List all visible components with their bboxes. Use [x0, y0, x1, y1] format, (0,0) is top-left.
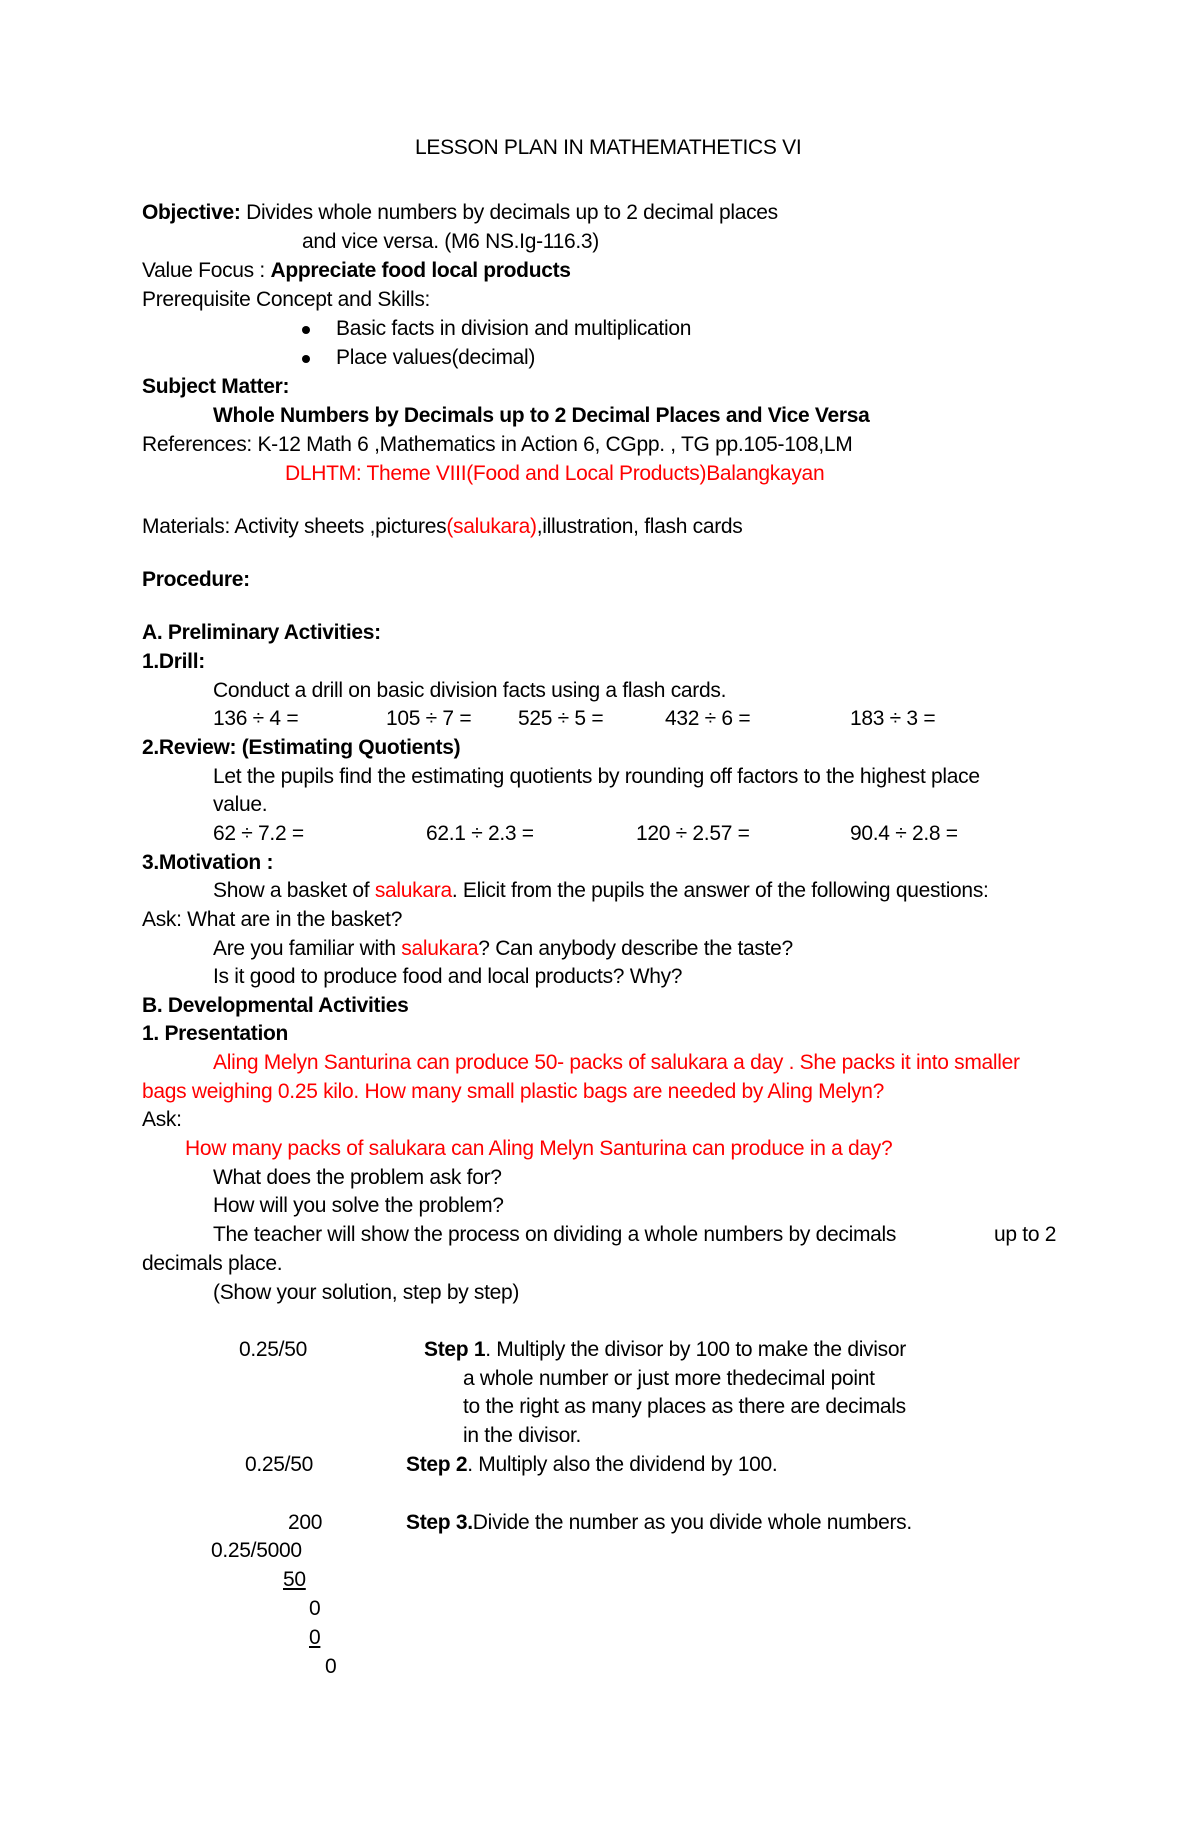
developmental-heading: B. Developmental Activities — [142, 994, 409, 1017]
materials-text-end: ,illustration, flash cards — [536, 515, 743, 538]
materials-salukara: (salukara) — [446, 515, 537, 538]
step-1-text-4: in the divisor. — [463, 1424, 582, 1447]
division-work: 0 — [325, 1655, 337, 1678]
prerequisite-item: Basic facts in division and multiplication — [336, 317, 692, 340]
division-expression: 0.25/50 — [245, 1453, 313, 1476]
review-item: 120 ÷ 2.57 = — [636, 822, 750, 845]
review-text: Let the pupils find the estimating quotients by rounding off factors to the highest place — [213, 765, 980, 788]
value-focus-text: Appreciate food local products — [270, 259, 571, 282]
step-2-label: Step 2 — [406, 1453, 468, 1476]
motivation-question-end: ? Can anybody describe the taste? — [478, 937, 793, 960]
developmental-question-3: How will you solve the problem? — [213, 1194, 504, 1217]
dlhtm-reference: DLHTM: Theme VIII(Food and Local Products)Balangkayan — [285, 462, 825, 485]
value-focus — [142, 258, 571, 284]
show-solution-text: (Show your solution, step by step) — [213, 1281, 520, 1304]
step-3-text: Divide the number as you divide whole numbers. — [472, 1511, 912, 1534]
review-item: 62 ÷ 7.2 = — [213, 822, 304, 845]
objective-text-2: and vice versa. (M6 NS.Ig-116.3) — [302, 230, 599, 253]
preliminary-heading: A. Preliminary Activities: — [142, 621, 381, 644]
division-work: 50 — [283, 1568, 306, 1591]
motivation-ask: Ask: What are in the basket? — [142, 908, 403, 931]
objective-label: Objective: — [142, 201, 241, 224]
drill-text: Conduct a drill on basic division facts using a flash cards. — [213, 679, 727, 702]
motivation-salukara: salukara — [374, 879, 452, 902]
drill-item: 136 ÷ 4 = — [213, 707, 299, 730]
developmental-question-red: How many packs of salukara can Aling Melyn Santurina can produce in a day? — [185, 1137, 893, 1160]
subject-matter-topic: Whole Numbers by Decimals up to 2 Decimal Places and Vice Versa — [213, 404, 870, 427]
motivation-text — [213, 878, 989, 904]
presentation-heading: 1. Presentation — [142, 1022, 289, 1045]
step-1-text-3: to the right as many places as there are decimals — [463, 1395, 906, 1418]
teacher-process-tail: up to 2 — [994, 1223, 1057, 1246]
quotient: 200 — [288, 1511, 323, 1534]
motivation-text-start: Show a basket of — [213, 879, 375, 902]
step-2-text: . Multiply also the dividend by 100. — [467, 1453, 778, 1476]
motivation-question-salukara: salukara — [401, 937, 479, 960]
value-focus-label: Value Focus : — [142, 259, 271, 282]
step-3-label: Step 3. — [406, 1511, 473, 1534]
problem-text: Aling Melyn Santurina can produce 50- packs of salukara a day . She packs it into smaller — [213, 1051, 1020, 1074]
review-item: 62.1 ÷ 2.3 = — [426, 822, 534, 845]
prerequisite-item: Place values(decimal) — [336, 346, 536, 369]
drill-item: 432 ÷ 6 = — [665, 707, 751, 730]
prerequisite-label: Prerequisite Concept and Skills: — [142, 288, 431, 311]
review-text-2: value. — [213, 793, 268, 816]
bullet-icon — [302, 326, 310, 334]
developmental-question-2: What does the problem ask for? — [213, 1166, 502, 1189]
review-item: 90.4 ÷ 2.8 = — [850, 822, 958, 845]
motivation-question-start: Are you familiar with — [213, 937, 402, 960]
bullet-icon — [302, 355, 310, 363]
objective-text: Divides whole numbers by decimals up to 2 decimal places — [240, 201, 778, 224]
subject-matter-label: Subject Matter: — [142, 375, 290, 398]
step-3 — [406, 1510, 912, 1536]
problem-text-2: bags weighing 0.25 kilo. How many small plastic bags are needed by Aling Melyn? — [142, 1080, 885, 1103]
motivation-question — [213, 936, 793, 962]
step-1-text-2: a whole number or just more thedecimal point — [463, 1367, 875, 1390]
step-1-text: . Multiply the divisor by 100 to make the divisor — [485, 1338, 906, 1361]
drill-item: 183 ÷ 3 = — [850, 707, 936, 730]
developmental-ask: Ask: — [142, 1108, 182, 1131]
step-2 — [406, 1452, 777, 1478]
drill-item: 105 ÷ 7 = — [386, 707, 472, 730]
division-work: 0 — [309, 1597, 321, 1620]
drill-heading: 1.Drill: — [142, 650, 205, 673]
motivation-heading: 3.Motivation : — [142, 851, 274, 874]
references: References: K-12 Math 6 ,Mathematics in Action 6, CGpp. , TG pp.105-108,LM — [142, 433, 853, 456]
drill-item: 525 ÷ 5 = — [518, 707, 604, 730]
step-1-label: Step 1 — [424, 1338, 486, 1361]
review-heading: 2.Review: (Estimating Quotients) — [142, 736, 461, 759]
objective — [142, 200, 778, 226]
teacher-process-text: The teacher will show the process on dividing a whole numbers by decimals — [213, 1223, 897, 1246]
page-title: LESSON PLAN IN MATHEMATHETICS VI — [415, 136, 802, 159]
division-expression: 0.25/50 — [239, 1338, 307, 1361]
step-1 — [424, 1337, 906, 1363]
materials-text: Materials: Activity sheets ,pictures — [142, 515, 447, 538]
materials — [142, 514, 743, 540]
procedure-label: Procedure: — [142, 568, 250, 591]
division-work: 0 — [309, 1626, 321, 1649]
motivation-question-3: Is it good to produce food and local products? Why? — [213, 965, 683, 988]
division-expression: 0.25/5000 — [211, 1539, 302, 1562]
teacher-process-text-2: decimals place. — [142, 1252, 283, 1275]
motivation-text-end: . Elicit from the pupils the answer of the following questions: — [451, 879, 989, 902]
